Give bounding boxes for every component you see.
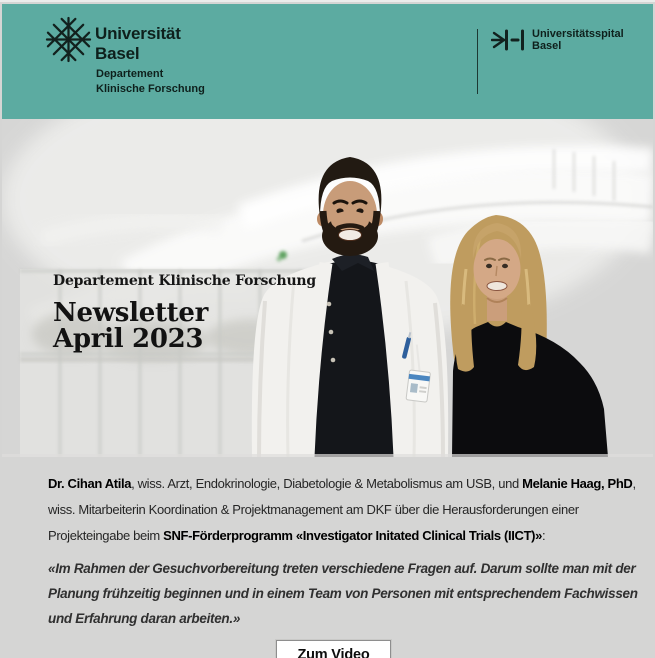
hero-section <box>2 119 653 457</box>
department-line2: Klinische Forschung <box>96 83 205 95</box>
cta-row <box>48 640 619 658</box>
body-section <box>0 457 655 658</box>
hospital-name-line2: Basel <box>532 39 562 52</box>
hero-title-line1: Newsletter <box>53 298 209 328</box>
intro-line: Dr. Cihan Atila, wiss. Arzt, Endokrinologie, Diabetologie & Metabolismus am USB, und Melanie Haag, PhD, <box>48 476 636 491</box>
hospital-name-line1: Universitätsspital <box>532 28 624 40</box>
intro-line: Projekteingabe beim SNF-Förderprogramm «Investigator Initated Clinical Trials (IICT)»: <box>48 528 546 543</box>
quote-line: und Erfahrung daran arbeiten.» <box>48 611 241 626</box>
hero-kicker: Departement Klinische Forschung <box>53 273 316 289</box>
hero-title <box>53 300 208 352</box>
quote-paragraph <box>48 556 638 631</box>
department-label <box>96 67 205 97</box>
hospital-wordmark <box>532 29 624 52</box>
universitaetsspital-basel-icon <box>491 28 529 52</box>
intro-paragraph <box>48 471 636 549</box>
intro-line: wiss. Mitarbeiterin Koordination & Projektmanagement am DKF über die Herausforderungen einer <box>48 502 579 517</box>
zum-video-button[interactable]: Zum Video <box>276 640 390 658</box>
hero-title-line2: April 2023 <box>53 324 204 354</box>
department-line1: Departement <box>96 68 164 80</box>
quote-line: Planung frühzeitig beginnen und in einem Team von Personen mit entsprechendem Fachwissen <box>48 586 638 601</box>
quote-line: «Im Rahmen der Gesuchvorbereitung treten verschiedene Fragen auf. Darum sollte man mit der <box>48 561 636 576</box>
header-banner <box>2 4 653 119</box>
uni-basel-crystal-icon <box>45 16 92 63</box>
uni-basel-name-line2: Basel <box>95 43 140 63</box>
uni-basel-name-line1: Universität <box>95 24 181 43</box>
header-divider-line <box>477 29 478 94</box>
uni-basel-wordmark <box>95 24 181 63</box>
